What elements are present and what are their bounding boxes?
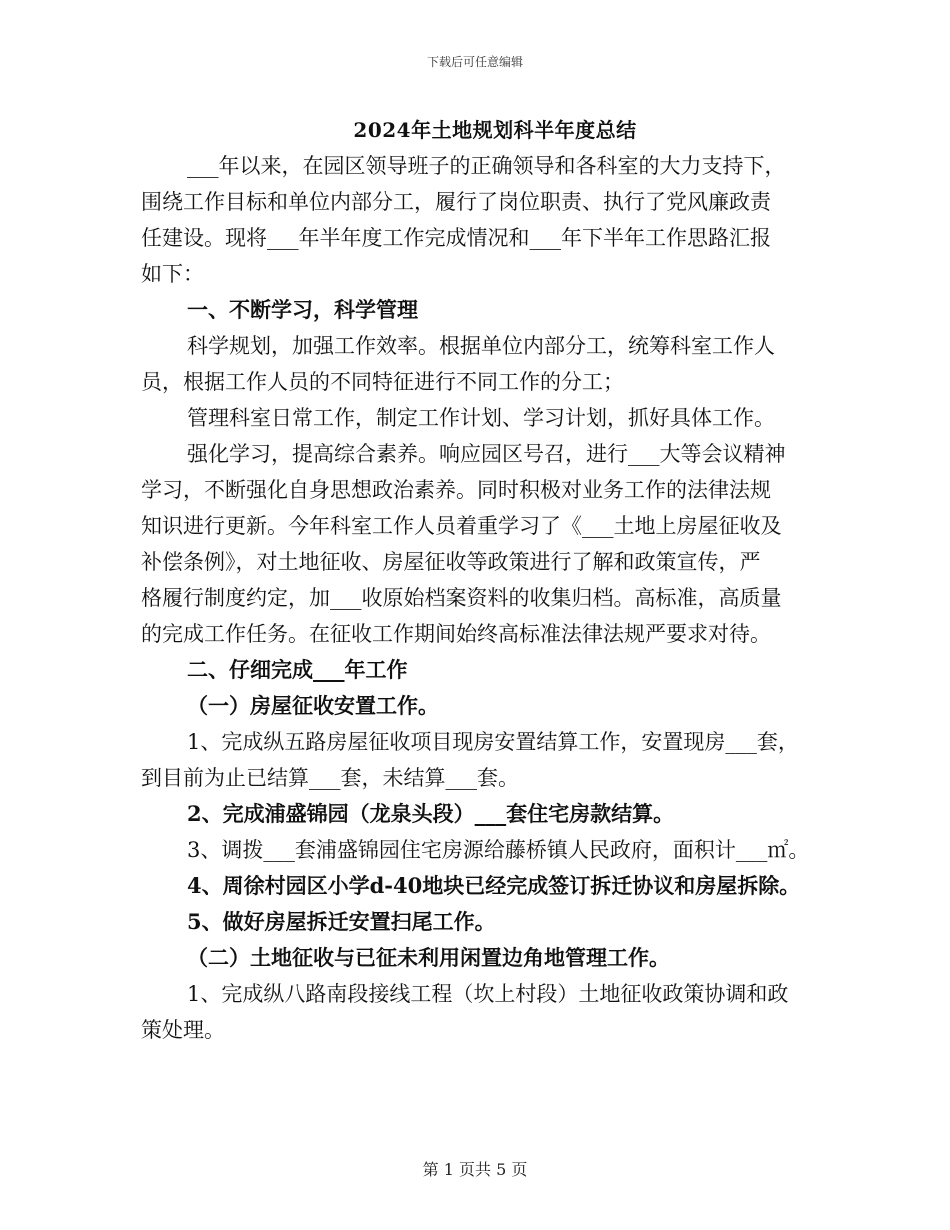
paragraph-line: 格履行制度约定，加___收原始档案资料的收集归档。高标准，高质量 xyxy=(141,586,782,610)
paragraph-line: 补偿条例》，对土地征收、房屋征收等政策进行了解和政策宣传，严 xyxy=(141,550,761,574)
paragraph-line: 3、调拨___套浦盛锦园住宅房源给藤桥镇人民政府，面积计___㎡。 xyxy=(187,838,810,862)
paragraph-line: 科学规划，加强工作效率。根据单位内部分工，统筹科室工作人 xyxy=(187,334,775,358)
paragraph-line: 5、做好房屋拆迁安置扫尾工作。 xyxy=(187,909,496,934)
paragraph-line: 策处理。 xyxy=(141,1018,225,1042)
paragraph-line: 一、不断学习，科学管理 xyxy=(187,297,418,322)
paragraph-line: 1、完成纵八路南段接线工程（坎上村段）土地征收政策协调和政 xyxy=(187,982,789,1006)
paragraph-line: 1、完成纵五路房屋征收项目现房安置结算工作，安置现房___套， xyxy=(187,730,799,754)
paragraph-line: （二）土地征收与已征未利用闲置边角地管理工作。 xyxy=(187,945,670,970)
paragraph-line: 任建设。现将___年半年度工作完成情况和___年下半年工作思路汇报 xyxy=(141,226,771,250)
paragraph-line: 知识进行更新。今年科室工作人员着重学习了《___土地上房屋征收及 xyxy=(141,514,782,538)
paragraph-line: ___年以来，在园区领导班子的正确领导和各科室的大力支持下， xyxy=(187,154,786,178)
paragraph-line: 管理科室日常工作，制定工作计划、学习计划，抓好具体工作。 xyxy=(187,406,775,430)
page-header: 下载后可任意编辑 xyxy=(426,55,523,69)
paragraph-line: 2、完成浦盛锦园（龙泉头段）___套住宅房款结算。 xyxy=(187,801,675,826)
paragraph-line: 4、周徐村园区小学d-40地块已经完成签订拆迁协议和房屋拆除。 xyxy=(187,873,801,898)
paragraph-line: （一）房屋征收安置工作。 xyxy=(187,693,439,718)
paragraph-line: 学习，不断强化自身思想政治素养。同时积极对业务工作的法律法规 xyxy=(141,478,771,502)
paragraph-line: 如下： xyxy=(141,262,204,286)
document-body xyxy=(141,148,821,1048)
document-title: 2024年土地规划科半年度总结 xyxy=(353,118,637,142)
page-footer: 第 1 页共 5 页 xyxy=(422,1160,528,1179)
paragraph-line: 到目前为止已结算___套，未结算___套。 xyxy=(141,766,519,790)
paragraph-line: 二、仔细完成___年工作 xyxy=(187,657,408,682)
paragraph-line: 强化学习，提高综合素养。响应园区号召，进行___大等会议精神 xyxy=(187,442,786,466)
paragraph-line: 的完成工作任务。在征收工作期间始终高标准法律法规严要求对待。 xyxy=(141,622,771,646)
paragraph-line: 员，根据工作人员的不同特征进行不同工作的分工； xyxy=(141,370,624,394)
paragraph-line: 围绕工作目标和单位内部分工，履行了岗位职责、执行了党风廉政责 xyxy=(141,190,771,214)
